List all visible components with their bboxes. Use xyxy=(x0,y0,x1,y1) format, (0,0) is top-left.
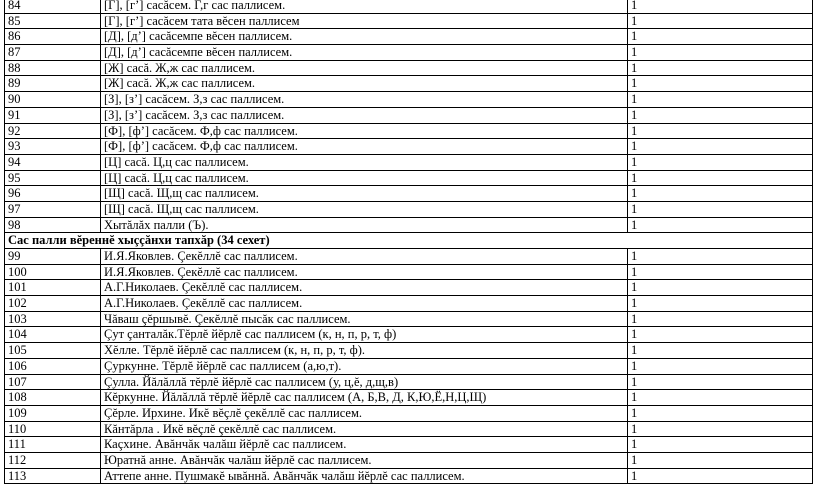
lesson-number: 107 xyxy=(5,374,101,390)
table-row xyxy=(5,374,813,390)
lesson-number: 92 xyxy=(5,123,101,139)
lesson-topic: Кăнтăрла . Икĕ вĕçлĕ çекĕллĕ сас паллисем. xyxy=(101,421,628,437)
table-row xyxy=(5,280,813,296)
lesson-hours: 1 xyxy=(628,437,813,453)
table-row xyxy=(5,186,813,202)
lesson-topic: И.Я.Яковлев. Çекĕллĕ сас паллисем. xyxy=(101,249,628,265)
lesson-topic: [Д], [д’] сасăсемпе вĕсен паллисем. xyxy=(101,45,628,61)
lesson-hours: 1 xyxy=(628,201,813,217)
lesson-topic: [Г], [г’] сасăсем. Г,г сас паллисем. xyxy=(101,0,628,13)
lesson-topic: Хĕлле. Тĕрлĕ йĕрлĕ сас паллисем (к, н, п, р, т, ф). xyxy=(101,343,628,359)
table-row xyxy=(5,0,813,13)
lesson-topic: [Щ] сасă. Щ,щ сас паллисем. xyxy=(101,201,628,217)
lesson-hours: 1 xyxy=(628,13,813,29)
lesson-topic: Каçхине. Авăнчăк чалăш йĕрлĕ сас паллисем. xyxy=(101,437,628,453)
lesson-topic: [Ф], [ф’] сасăсем. Ф,ф сас паллисем. xyxy=(101,139,628,155)
table-row xyxy=(5,201,813,217)
lesson-number: 113 xyxy=(5,468,101,484)
lesson-number: 104 xyxy=(5,327,101,343)
lesson-topic: [Д], [д’] сасăсемпе вĕсен паллисем. xyxy=(101,29,628,45)
table-row xyxy=(5,154,813,170)
lesson-hours: 1 xyxy=(628,217,813,233)
lesson-topic: [З], [з’] сасăсем. З,з сас паллисем. xyxy=(101,92,628,108)
table-row xyxy=(5,13,813,29)
table-row xyxy=(5,29,813,45)
lesson-plan-table xyxy=(4,0,813,484)
table-row xyxy=(5,405,813,421)
lesson-topic: А.Г.Николаев. Çекĕллĕ сас паллисем. xyxy=(101,296,628,312)
lesson-number: 94 xyxy=(5,154,101,170)
lesson-topic: [Ф], [ф’] сасăсем. Ф,ф сас паллисем. xyxy=(101,123,628,139)
lesson-hours: 1 xyxy=(628,358,813,374)
lesson-hours: 1 xyxy=(628,154,813,170)
lesson-hours: 1 xyxy=(628,139,813,155)
lesson-number: 102 xyxy=(5,296,101,312)
lesson-hours: 1 xyxy=(628,249,813,265)
lesson-topic: Çут çанталăк.Тĕрлĕ йĕрлĕ сас паллисем (к, н, п, р, т, ф) xyxy=(101,327,628,343)
lesson-topic: [З], [з’] сасăсем. З,з сас паллисем. xyxy=(101,107,628,123)
lesson-number: 89 xyxy=(5,76,101,92)
lesson-number: 106 xyxy=(5,358,101,374)
lesson-number: 97 xyxy=(5,201,101,217)
lesson-hours: 1 xyxy=(628,107,813,123)
lesson-number: 101 xyxy=(5,280,101,296)
lesson-topic: И.Я.Яковлев. Çекĕллĕ сас паллисем. xyxy=(101,264,628,280)
table-row xyxy=(5,249,813,265)
lesson-number: 100 xyxy=(5,264,101,280)
table-row xyxy=(5,60,813,76)
lesson-hours: 1 xyxy=(628,390,813,406)
table-row xyxy=(5,123,813,139)
lesson-number: 99 xyxy=(5,249,101,265)
lesson-hours: 1 xyxy=(628,123,813,139)
lesson-topic: [Г], [г’] сасăсем тата вĕсен паллисем xyxy=(101,13,628,29)
table-row xyxy=(5,170,813,186)
lesson-hours: 1 xyxy=(628,45,813,61)
table-row xyxy=(5,296,813,312)
lesson-hours: 1 xyxy=(628,468,813,484)
lesson-number: 93 xyxy=(5,139,101,155)
lesson-topic: Юратнă анне. Авăнчăк чалăш йĕрлĕ сас паллисем. xyxy=(101,452,628,468)
table-row xyxy=(5,107,813,123)
lesson-topic: [Ж] сасă. Ж,ж сас паллисем. xyxy=(101,76,628,92)
lesson-hours: 1 xyxy=(628,405,813,421)
table-row xyxy=(5,217,813,233)
table-row xyxy=(5,437,813,453)
table-row xyxy=(5,139,813,155)
lesson-number: 103 xyxy=(5,311,101,327)
lesson-topic: Çуркунне. Тĕрлĕ йĕрлĕ сас паллисем (а,ю,т). xyxy=(101,358,628,374)
lesson-number: 112 xyxy=(5,452,101,468)
table-row xyxy=(5,468,813,484)
lesson-hours: 1 xyxy=(628,29,813,45)
lesson-hours: 1 xyxy=(628,374,813,390)
lesson-topic: Аттепе анне. Пушмакĕ ывăннă. Авăнчăк чалăш йĕрлĕ сас паллисем. xyxy=(101,468,628,484)
table-row xyxy=(5,311,813,327)
lesson-number: 84 xyxy=(5,0,101,13)
lesson-number: 98 xyxy=(5,217,101,233)
lesson-topic: Хытăлăх палли (Ъ). xyxy=(101,217,628,233)
lesson-topic: Çĕрле. Ирхине. Икĕ вĕçлĕ çекĕллĕ сас паллисем. xyxy=(101,405,628,421)
table-row xyxy=(5,45,813,61)
lesson-number: 105 xyxy=(5,343,101,359)
lesson-hours: 1 xyxy=(628,421,813,437)
lesson-hours: 1 xyxy=(628,92,813,108)
lesson-hours: 1 xyxy=(628,264,813,280)
table-row xyxy=(5,358,813,374)
lesson-hours: 1 xyxy=(628,327,813,343)
lesson-number: 109 xyxy=(5,405,101,421)
section-row xyxy=(5,233,813,249)
lesson-number: 96 xyxy=(5,186,101,202)
lesson-number: 110 xyxy=(5,421,101,437)
lesson-topic: [Ц] сасă. Ц,ц сас паллисем. xyxy=(101,170,628,186)
lesson-number: 111 xyxy=(5,437,101,453)
lesson-topic: [Щ] сасă. Щ,щ сас паллисем. xyxy=(101,186,628,202)
lesson-topic: [Ж] сасă. Ж,ж сас паллисем. xyxy=(101,60,628,76)
table-row xyxy=(5,343,813,359)
lesson-number: 86 xyxy=(5,29,101,45)
lesson-hours: 1 xyxy=(628,311,813,327)
lesson-number: 88 xyxy=(5,60,101,76)
lesson-hours: 1 xyxy=(628,186,813,202)
lesson-hours: 1 xyxy=(628,452,813,468)
lesson-topic: Чăваш çĕршывĕ. Çекĕллĕ пысăк сас паллисем. xyxy=(101,311,628,327)
lesson-number: 87 xyxy=(5,45,101,61)
lesson-hours: 1 xyxy=(628,170,813,186)
lesson-topic: Кĕркунне. Йăлăллă тĕрлĕ йĕрлĕ сас паллисем (А, Б,В, Д, К,Ю,Ё,Н,Ц,Щ) xyxy=(101,390,628,406)
lesson-number: 91 xyxy=(5,107,101,123)
lesson-number: 108 xyxy=(5,390,101,406)
lesson-topic: А.Г.Николаев. Çекĕллĕ сас паллисем. xyxy=(101,280,628,296)
lesson-hours: 1 xyxy=(628,280,813,296)
lesson-hours: 1 xyxy=(628,0,813,13)
lesson-hours: 1 xyxy=(628,76,813,92)
lesson-number: 95 xyxy=(5,170,101,186)
table-row xyxy=(5,390,813,406)
table-body xyxy=(5,0,813,484)
table-row xyxy=(5,76,813,92)
lesson-topic: Çулла. Йăлăллă тĕрлĕ йĕрлĕ сас паллисем (у, ц,ĕ, д,щ,в) xyxy=(101,374,628,390)
table-row xyxy=(5,92,813,108)
lesson-topic: [Ц] сасă. Ц,ц сас паллисем. xyxy=(101,154,628,170)
table-row xyxy=(5,452,813,468)
section-title: Сас палли вĕреннĕ хыççăнхи тапхăр (34 сехет) xyxy=(5,233,813,249)
table-row xyxy=(5,264,813,280)
lesson-hours: 1 xyxy=(628,296,813,312)
table-row xyxy=(5,327,813,343)
lesson-number: 90 xyxy=(5,92,101,108)
lesson-number: 85 xyxy=(5,13,101,29)
lesson-hours: 1 xyxy=(628,343,813,359)
table-row xyxy=(5,421,813,437)
lesson-hours: 1 xyxy=(628,60,813,76)
